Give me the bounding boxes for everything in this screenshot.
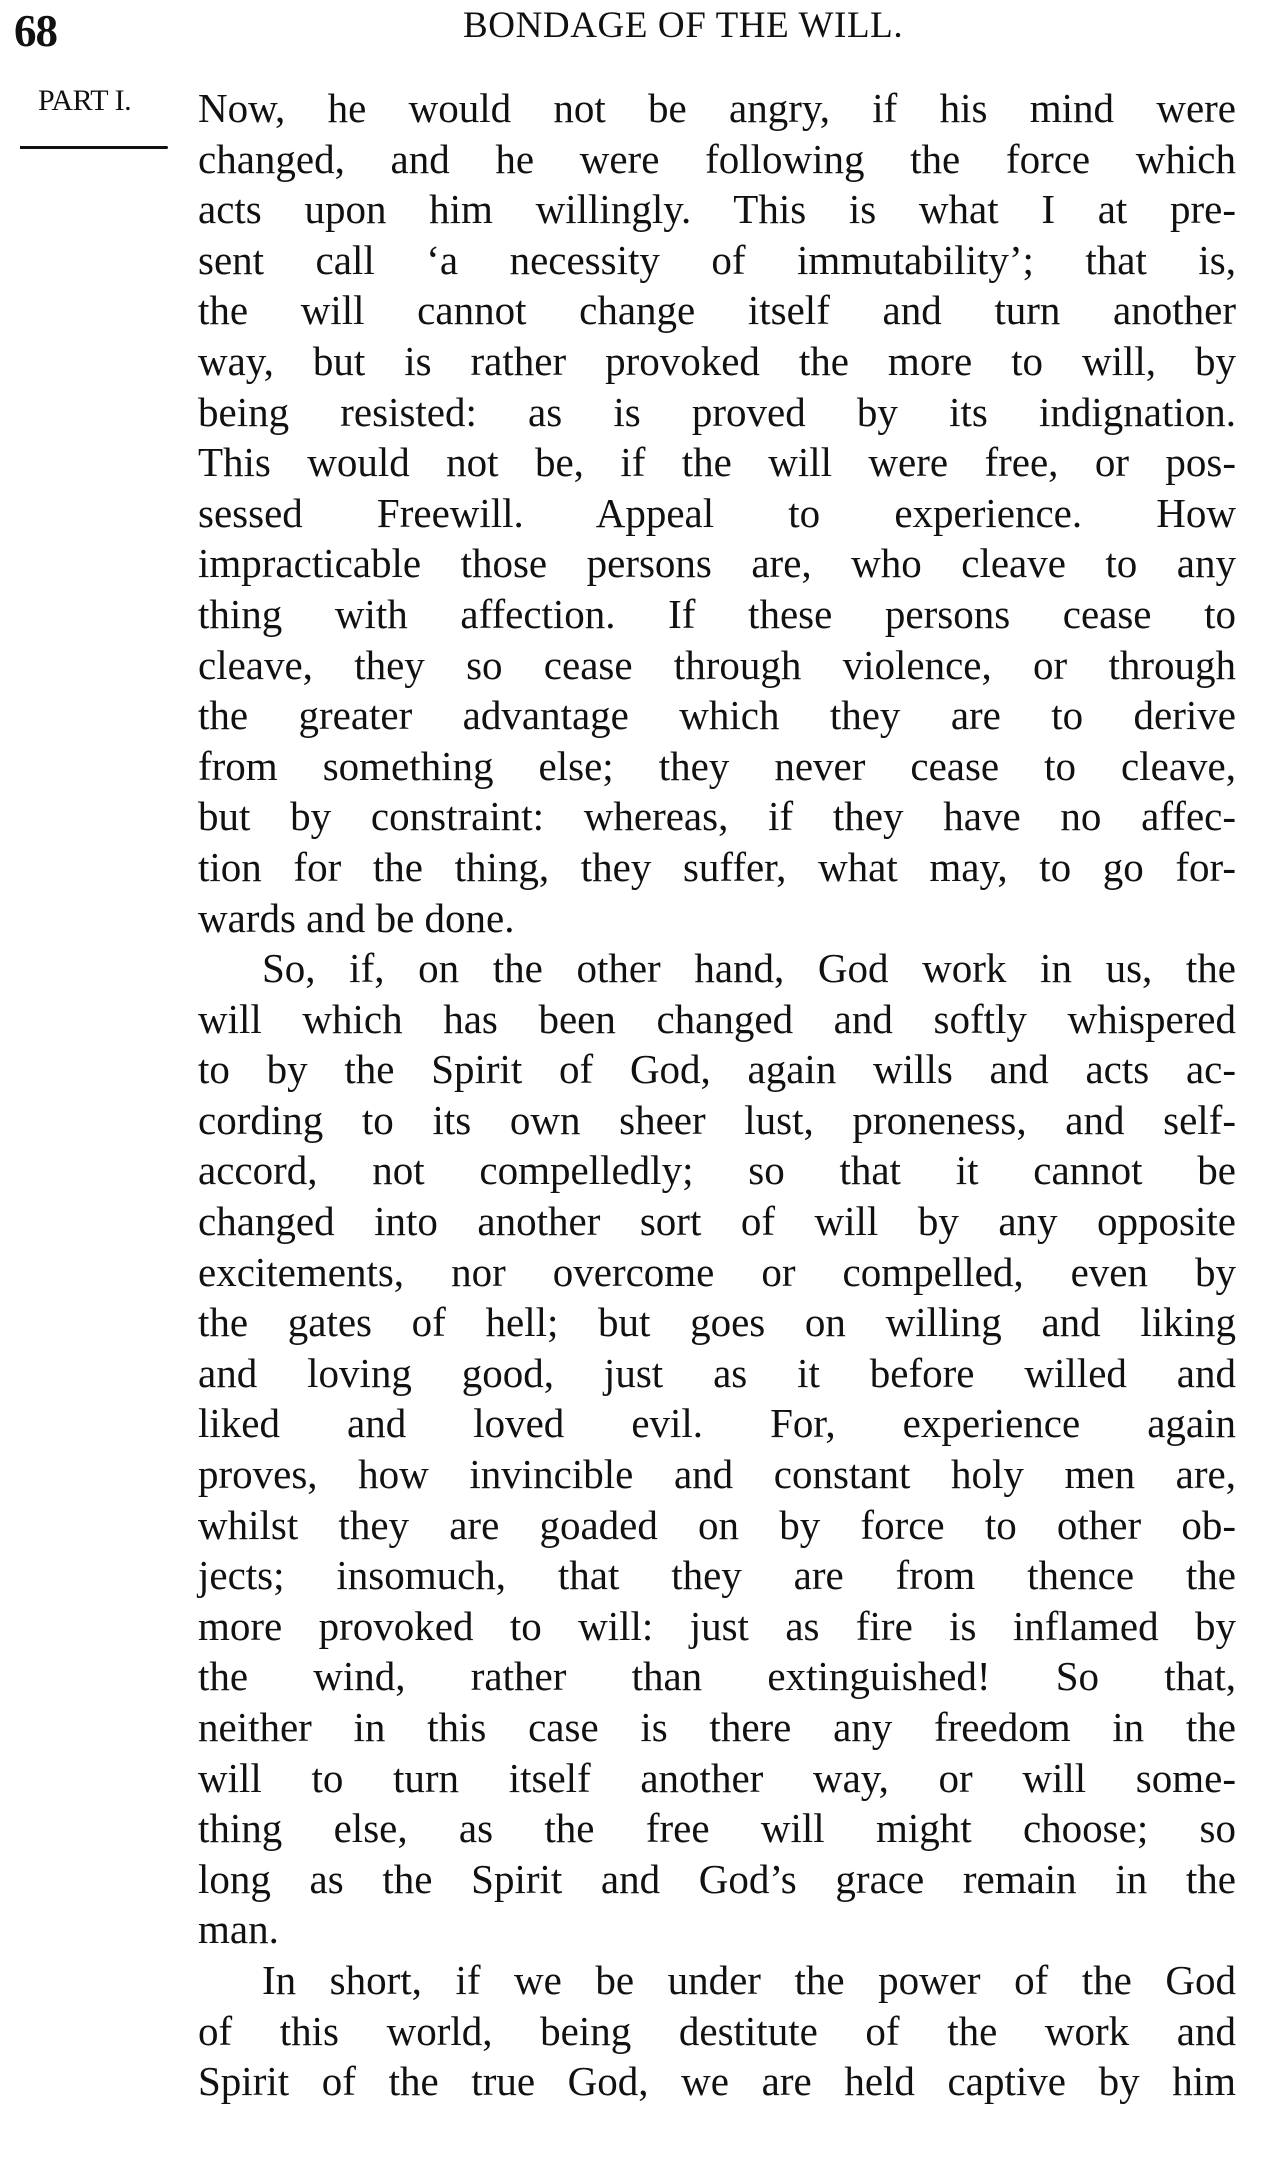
text-line: to by the Spirit of God, again wills and acts ac- xyxy=(198,1046,1236,1093)
text-line: accord, not compelledly; so that it cannot be xyxy=(198,1147,1236,1194)
text-line: jects; insomuch, that they are from thence the xyxy=(198,1552,1236,1599)
text-line: In short, if we be under the power of the God xyxy=(262,1956,1236,2003)
paragraph xyxy=(198,83,1236,943)
text-line: cording to its own sheer lust, proneness, and self- xyxy=(198,1096,1236,1143)
text-line: cleave, they so cease through violence, or through xyxy=(198,641,1236,688)
text-line: sent call ‘a necessity of immutability’; that is, xyxy=(198,236,1236,283)
text-line: but by constraint: whereas, if they have no affec- xyxy=(198,793,1236,840)
text-line: being resisted: as is proved by its indignation. xyxy=(198,388,1236,435)
text-line: So, if, on the other hand, God work in us, the xyxy=(262,945,1236,992)
text-line: way, but is rather provoked the more to will, by xyxy=(198,337,1236,384)
text-line: sessed Freewill. Appeal to experience. How xyxy=(198,489,1236,536)
text-line: thing with affection. If these persons cease to xyxy=(198,590,1236,637)
text-line: This would not be, if the will were free, or pos- xyxy=(198,439,1236,486)
body-text xyxy=(198,83,1236,2107)
text-line: wards and be done. xyxy=(198,894,515,941)
text-line: whilst they are goaded on by force to other ob- xyxy=(198,1501,1236,1548)
text-line: changed into another sort of will by any opposite xyxy=(198,1198,1236,1245)
paragraph xyxy=(198,943,1236,1955)
text-line: the wind, rather than extinguished! So that, xyxy=(198,1653,1236,1700)
text-line: more provoked to will: just as fire is inflamed by xyxy=(198,1602,1236,1649)
text-line: impracticable those persons are, who cleave to any xyxy=(198,540,1236,587)
text-line: proves, how invincible and constant holy men are, xyxy=(198,1451,1236,1498)
text-line: of this world, being destitute of the work and xyxy=(198,2007,1236,2054)
text-line: changed, and he were following the force which xyxy=(198,135,1236,182)
text-line: the will cannot change itself and turn another xyxy=(198,287,1236,334)
running-title: BONDAGE OF THE WILL. xyxy=(463,5,904,46)
text-line: Now, he would not be angry, if his mind were xyxy=(198,85,1236,131)
page-number: 68 xyxy=(14,6,57,56)
margin-side-note: PART I. xyxy=(38,84,132,117)
margin-rule-divider xyxy=(20,146,168,149)
text-line: excitements, nor overcome or compelled, even by xyxy=(198,1248,1236,1295)
text-line: and loving good, just as it before willed and xyxy=(198,1349,1236,1396)
text-line: neither in this case is there any freedom in the xyxy=(198,1704,1236,1750)
text-line: from something else; they never cease to cleave, xyxy=(198,742,1236,789)
text-line: Spirit of the true God, we are held captive by him xyxy=(198,2058,1236,2105)
text-line: liked and loved evil. For, experience again xyxy=(198,1400,1236,1447)
paragraph xyxy=(198,1955,1236,2107)
text-line: the greater advantage which they are to derive xyxy=(198,692,1236,739)
text-line: man. xyxy=(198,1906,279,1953)
text-line: thing else, as the free will might choose; so xyxy=(198,1805,1236,1852)
text-line: tion for the thing, they suffer, what may, to go for- xyxy=(198,843,1236,890)
text-line: will which has been changed and softly whispered xyxy=(198,995,1236,1042)
text-line: the gates of hell; but goes on willing and liking xyxy=(198,1299,1236,1346)
text-line: acts upon him willingly. This is what I at pre- xyxy=(198,186,1236,233)
text-line: long as the Spirit and God’s grace remain in the xyxy=(198,1855,1236,1902)
text-line: will to turn itself another way, or will some- xyxy=(198,1754,1236,1801)
